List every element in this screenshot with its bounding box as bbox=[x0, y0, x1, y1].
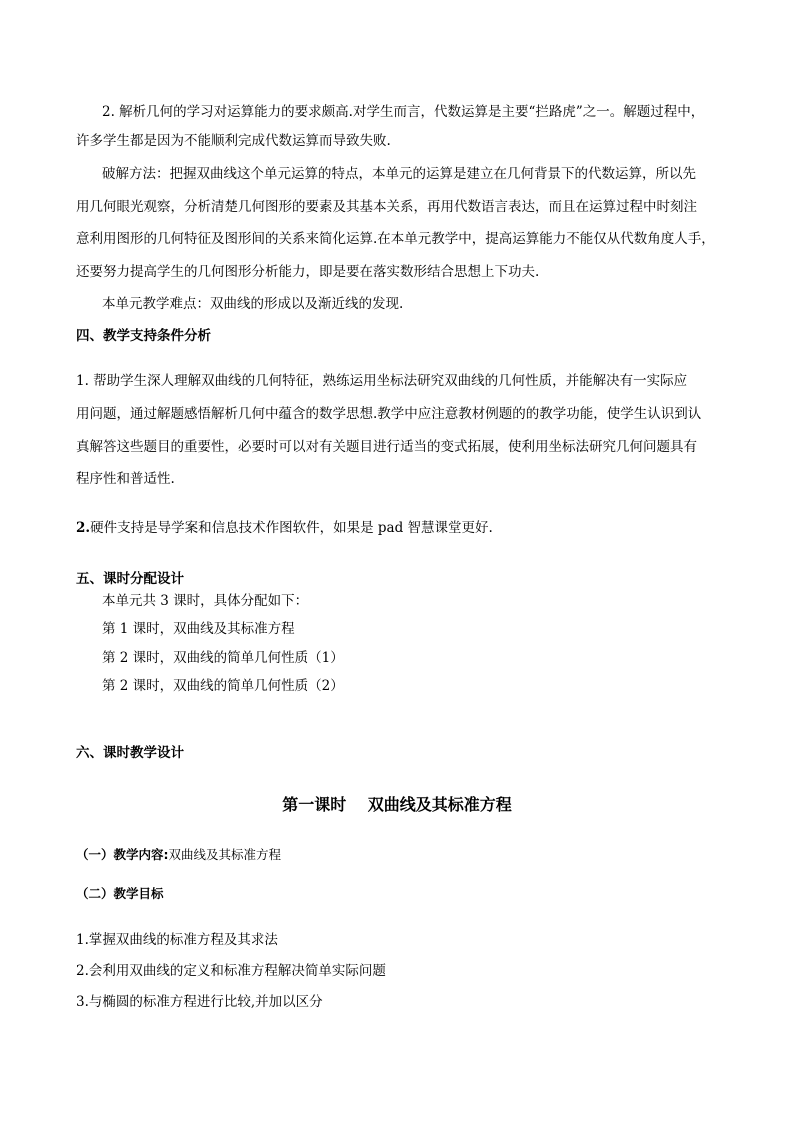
goals-heading: （二）教学目标 bbox=[76, 886, 164, 901]
goal-item: 2.会利用双曲线的定义和标准方程解决简单实际问题 bbox=[76, 963, 386, 979]
paragraph-line: 用问题，通过解题感悟解析几何中蕴含的数学思想.教学中应注意教材例题的的教学功能，使学生认识到认 bbox=[76, 406, 702, 422]
paragraph-line: 许多学生都是因为不能顺利完成代数运算而导致失败. bbox=[76, 133, 391, 149]
content-label: （一）教学内容: bbox=[76, 847, 169, 862]
paragraph-line: 用几何眼光观察，分析清楚几何图形的要素及其基本关系，再用代数语言表达，而且在运算过程中时刻注 bbox=[76, 199, 697, 215]
section-heading: 五、课时分配设计 bbox=[76, 571, 184, 587]
schedule-item: 第 2 课时，双曲线的简单几何性质（1） bbox=[102, 650, 344, 666]
paragraph-line: 还要努力提高学生的几何图形分析能力，即是要在落实数形结合思想上下功夫. bbox=[76, 264, 540, 280]
paragraph-line: 本单元教学难点：双曲线的形成以及渐近线的发现. bbox=[102, 296, 404, 312]
lesson-title: 第一课时 双曲线及其标准方程 bbox=[282, 795, 512, 814]
paragraph-line: 程序性和普适性. bbox=[76, 471, 175, 487]
schedule-item: 第 2 课时，双曲线的简单几何性质（2） bbox=[102, 678, 344, 694]
paragraph-line: 真解答这些题目的重要性，必要时可以对有关题目进行适当的变式拓展，使利用坐标法研究几何问题具有 bbox=[76, 439, 697, 455]
paragraph-line: 破解方法：把握双曲线这个单元运算的特点，本单元的运算是建立在几何背景下的代数运算，所以先 bbox=[102, 166, 696, 182]
schedule-item: 第 1 课时，双曲线及其标准方程 bbox=[102, 621, 295, 637]
content-line bbox=[76, 845, 281, 865]
content-value: 双曲线及其标准方程 bbox=[168, 847, 282, 862]
paragraph-line: 2. 解析几何的学习对运算能力的要求颇高.对学生而言，代数运算是主要“拦路虎”之一。解题过程中， bbox=[102, 104, 705, 120]
section-heading: 四、教学支持条件分析 bbox=[76, 328, 211, 344]
schedule-intro: 本单元共 3 课时，具体分配如下： bbox=[102, 593, 309, 609]
paragraph-number: 2. bbox=[76, 520, 91, 536]
paragraph-text: 硬件支持是导学案和信息技术作图软件，如果是 pad 智慧课堂更好. bbox=[90, 520, 493, 536]
section-heading: 六、课时教学设计 bbox=[76, 745, 184, 761]
paragraph-line: 意利用图形的几何特征及图形间的关系来简化运算.在本单元教学中，提高运算能力不能仅从代数角度人手， bbox=[76, 231, 715, 247]
goal-item: 1.掌握双曲线的标准方程及其求法 bbox=[76, 932, 278, 948]
goal-item: 3.与椭圆的标准方程进行比较,并加以区分 bbox=[76, 994, 323, 1010]
paragraph-line bbox=[76, 518, 493, 538]
paragraph-line: 1. 帮助学生深人理解双曲线的几何特征，熟练运用坐标法研究双曲线的几何性质，并能解决有一实际应 bbox=[76, 373, 688, 389]
